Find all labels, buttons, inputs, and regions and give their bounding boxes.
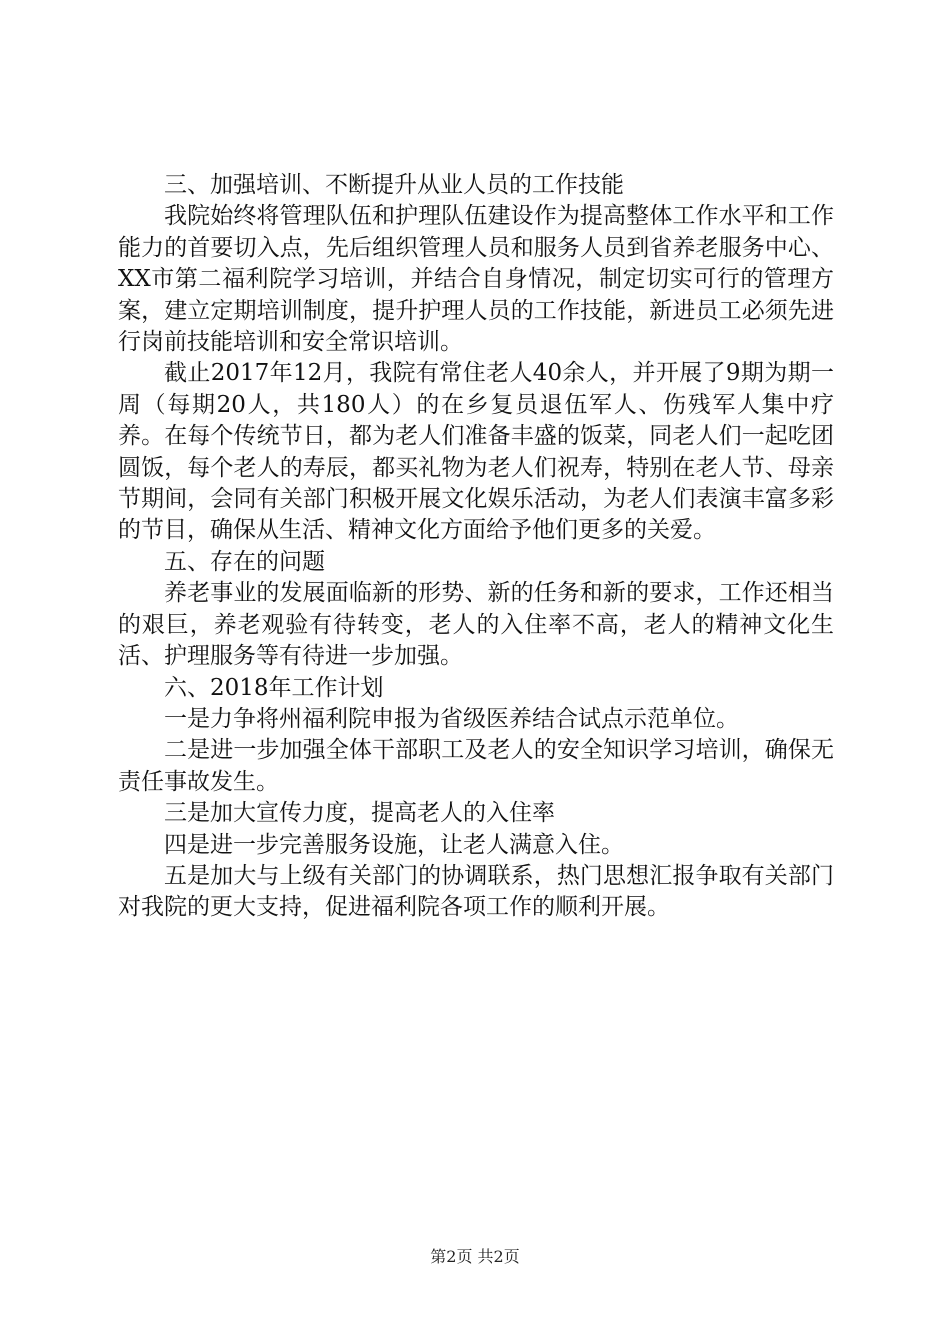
paragraph-training: 我院始终将管理队伍和护理队伍建设作为提高整体工作水平和工作能力的首要切入点，先后组织管理人员和服务人员到省养老服务中心、XX市第二福利院学习培训，并结合自身情况，制定切实可行的管理方案，建立定期培训制度，提升护理人员的工作技能，新进员工必须先进行岗前技能培训和安全常识培训。 — [118, 203, 834, 356]
plan-item-2: 二是进一步加强全体干部职工及老人的安全知识学习培训，确保无责任事故发生。 — [118, 737, 834, 795]
plan-item-3: 三是加大宣传力度，提高老人的入住率 — [164, 800, 555, 827]
plan-item-1: 一是力争将州福利院申报为省级医养结合试点示范单位。 — [164, 705, 739, 732]
section-heading-plan: 六、2018年工作计划 — [164, 674, 384, 701]
section-heading-problems: 五、存在的问题 — [164, 548, 325, 575]
section-heading-training: 三、加强培训、不断提升从业人员的工作技能 — [164, 172, 624, 198]
paragraph-problems: 养老事业的发展面临新的形势、新的任务和新的要求，工作还相当的艰巨，养老观验有待转变，老人的入住率不高，老人的精神文化生活、护理服务等有待进一步加强。 — [118, 580, 834, 670]
plan-item-4: 四是进一步完善服务设施，让老人满意入住。 — [164, 831, 624, 858]
document-body — [118, 170, 834, 924]
page-number-footer: 第2页 共2页 — [430, 1247, 520, 1266]
paragraph-residents: 截止2017年12月，我院有常住老人40余人，并开展了9期为期一周（每期20人，共180人）的在乡复员退伍军人、伤残军人集中疗养。在每个传统节日，都为老人们准备丰盛的饭菜，同老人们一起吃团圆饭，每个老人的寿辰，都买礼物为老人们祝寿，特别在老人节、母亲节期间，会同有关部门积极开展文化娱乐活动，为老人们表演丰富多彩的节目，确保从生活、精神文化方面给予他们更多的关爱。 — [118, 360, 834, 544]
plan-item-5: 五是加大与上级有关部门的协调联系，热门思想汇报争取有关部门对我院的更大支持，促进福利院各项工作的顺利开展。 — [118, 862, 834, 921]
